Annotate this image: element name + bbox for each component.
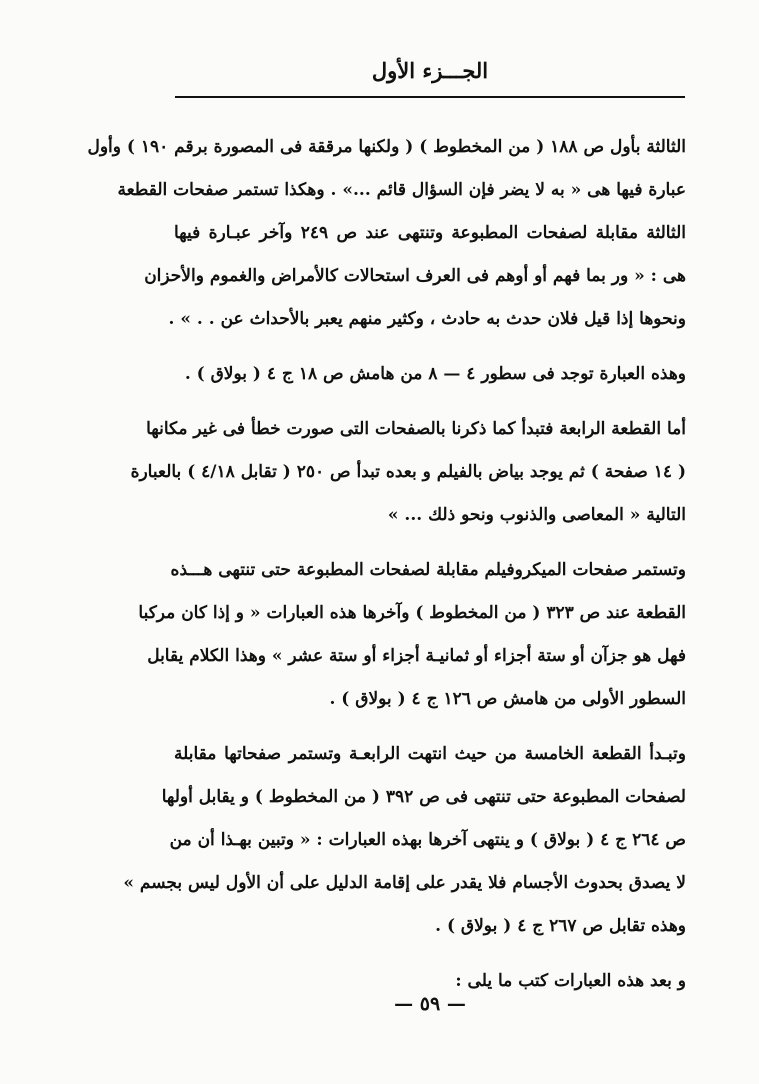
text-line: لا يصدق بحدوث الأجسام فلا يقدر على إقامة الدليل على أن الأول ليس بجسم »: [123, 873, 686, 893]
text-line: و بعد هذه العبارات كتب ما يلى :: [455, 971, 686, 991]
text-line: هى : « ور بما فهم أو أوهم فى العرف استحالات كالأمراض والغموم والأحزان: [144, 266, 686, 286]
text-line: الثالثة مقابلة لصفحات المطبوعة وتنتهى عند ص ٢٤٩ وآخر عبـارة فيها: [174, 223, 686, 243]
text-line: فهل هو جزآن أو ستة أجزاء أو ثمانيـة أجزاء أو ستة عشر » وهذا الكلام يقابل: [147, 646, 686, 666]
text-line: وتستمر صفحات الميكروفيلم مقابلة لصفحات المطبوعة حتى تنتهى هـــذه: [170, 560, 686, 580]
text-line: الثالثة بأول ص ١٨٨ ( من المخطوط ) ( ولكنها مرققة فى المصورة برقم ١٩٠ ) وأول: [87, 137, 686, 157]
text-line: وهذه العبارة توجد فى سطور ٤ — ٨ من هامش ص ١٨ ج ٤ ( بولاق ) .: [184, 364, 686, 384]
text-line: ونحوها إذا قيل فلان حدث به حادث ، وكثير منهم يعبر بالأحداث عن . . » .: [168, 309, 686, 329]
paragraph: [123, 733, 686, 948]
page-number: — ٥٩ —: [394, 993, 466, 1015]
paragraph: [130, 408, 686, 537]
page-body: [87, 126, 686, 1003]
text-line: لصفحات المطبوعة حتى تنتهى فى ص ٣٩٢ ( من المخطوط ) و يقابل أولها: [161, 787, 686, 807]
text-line: ( ١٤ صفحة ) ثم يوجد بياض بالفيلم و بعده تبدأ ص ٢٥٠ ( تقابل ٤/١٨ ) بالعبارة: [130, 462, 686, 482]
paragraph-gap: [174, 341, 686, 353]
paragraph: [174, 353, 686, 396]
text-line: القطعة عند ص ٣٢٣ ( من المخطوط ) وآخرها هذه العبارات « و إذا كان مركبا: [138, 603, 686, 623]
paragraph: [138, 549, 686, 721]
text-line: أما القطعة الرابعة فتبدأ كما ذكرنا بالصفحات التى صورت خطأ فى غير مكانها: [146, 419, 686, 439]
text-line: السطور الأولى من هامش ص ١٢٦ ج ٤ ( بولاق ) .: [329, 689, 686, 709]
paragraph: [87, 126, 686, 341]
text-line: عبارة فيها هى « به لا يضر فإن السؤال قائم ...» . وهكذا تستمر صفحات القطعة: [117, 180, 686, 200]
text-line: وهذه تقابل ص ٢٦٧ ج ٤ ( بولاق ) .: [435, 916, 686, 936]
paragraph-gap: [174, 396, 686, 408]
paragraph-gap: [174, 537, 686, 549]
text-line: ص ٢٦٤ ج ٤ ( بولاق ) و ينتهى آخرها بهذه العبارات : « وتبين بهـذا أن من: [169, 830, 686, 850]
paragraph-gap: [174, 948, 686, 960]
paragraph-gap: [174, 721, 686, 733]
header-rule: [175, 96, 685, 98]
text-line: وتبـدأ القطعة الخامسة من حيث انتهت الرابعـة وتستمر صفحاتها مقابلة: [174, 744, 686, 764]
running-header: الجـــزء الأول: [371, 58, 489, 83]
text-line: التالية « المعاصى والذنوب ونحو ذلك ... »: [387, 505, 686, 525]
